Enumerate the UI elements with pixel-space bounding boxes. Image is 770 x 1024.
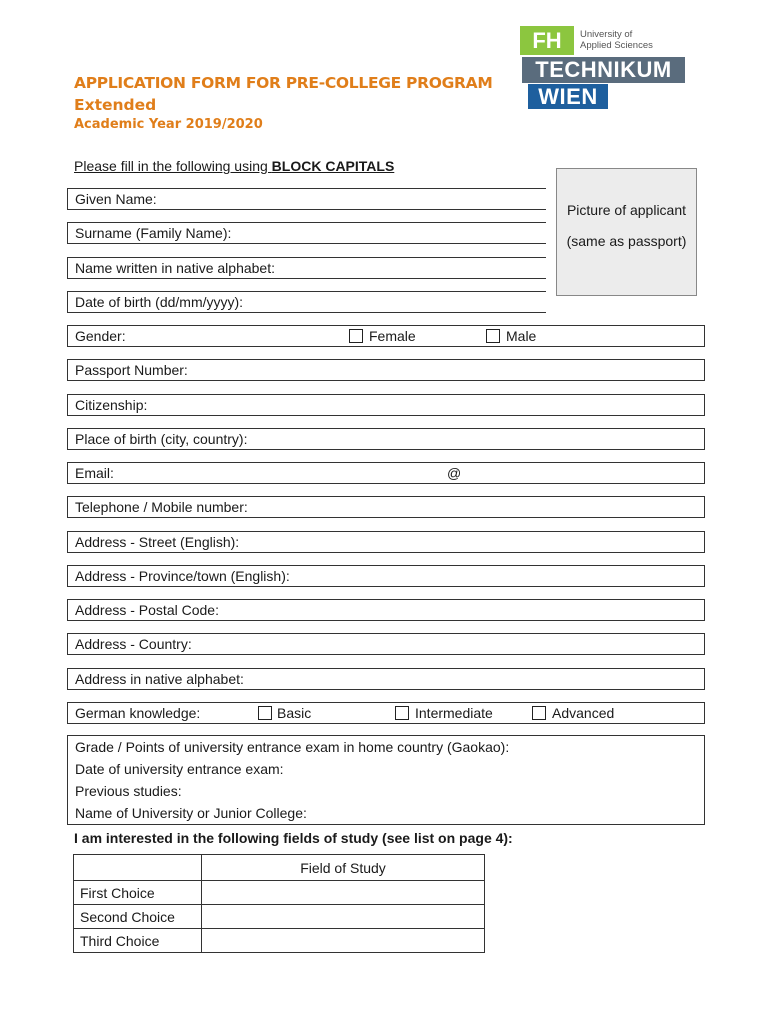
date-of-birth-label: Date of birth (dd/mm/yyyy): [75, 294, 244, 310]
second-choice-label: Second Choice [74, 905, 202, 929]
german-knowledge-field [67, 702, 705, 724]
email-label: Email: [75, 465, 114, 481]
address-postal-code-label: Address - Postal Code: [75, 602, 219, 618]
citizenship-label: Citizenship: [75, 397, 148, 413]
exam-date-label: Date of university entrance exam: [75, 761, 284, 777]
male-checkbox[interactable] [486, 329, 500, 343]
table-row [74, 881, 485, 905]
photo-note: (same as passport) [566, 233, 687, 249]
surname-label: Surname (Family Name): [75, 225, 232, 241]
passport-number-label: Passport Number: [75, 362, 188, 378]
address-country-field[interactable] [67, 633, 705, 655]
female-checkbox[interactable] [349, 329, 363, 343]
german-basic-label: Basic [277, 705, 312, 721]
previous-studies-label: Previous studies: [75, 783, 182, 799]
fh-technikum-wien-logo [520, 26, 690, 110]
given-name-label: Given Name: [75, 191, 157, 207]
logo-wien: WIEN [528, 84, 608, 109]
applicant-photo-box[interactable] [556, 168, 697, 296]
telephone-label: Telephone / Mobile number: [75, 499, 248, 515]
fields-of-interest-heading: I am interested in the following fields of study (see list on page 4): [74, 830, 513, 846]
logo-technikum: TECHNIKUM [522, 57, 685, 83]
place-of-birth-label: Place of birth (city, country): [75, 431, 248, 447]
academic-year: Academic Year 2019/2020 [74, 117, 263, 132]
female-label: Female [369, 328, 416, 344]
third-choice-input[interactable] [202, 929, 485, 953]
education-box[interactable] [67, 735, 705, 825]
german-advanced-checkbox[interactable] [532, 706, 546, 720]
logo-fh: FH [520, 26, 574, 55]
table-row [74, 929, 485, 953]
university-name-label: Name of University or Junior College: [75, 805, 307, 821]
form-title: APPLICATION FORM FOR PRE-COLLEGE PROGRAM [74, 74, 493, 92]
field-of-study-table [73, 854, 485, 953]
german-knowledge-label: German knowledge: [75, 705, 201, 721]
given-name-field[interactable] [67, 188, 546, 210]
table-header-row [74, 855, 485, 881]
table-header-empty-cell [74, 855, 202, 881]
telephone-field[interactable] [67, 496, 705, 518]
gaokao-label: Grade / Points of university entrance exam in home country (Gaokao): [75, 739, 510, 755]
gender-label: Gender: [75, 328, 126, 344]
german-advanced-label: Advanced [552, 705, 615, 721]
first-choice-input[interactable] [202, 881, 485, 905]
citizenship-field[interactable] [67, 394, 705, 416]
german-intermediate-label: Intermediate [415, 705, 493, 721]
place-of-birth-field[interactable] [67, 428, 705, 450]
address-street-label: Address - Street (English): [75, 534, 240, 550]
address-street-field[interactable] [67, 531, 705, 553]
first-choice-label: First Choice [74, 881, 202, 905]
date-of-birth-field[interactable] [67, 291, 546, 313]
address-country-label: Address - Country: [75, 636, 192, 652]
logo-university-text: University of Applied Sciences [580, 29, 653, 51]
email-at-sign: @ [447, 465, 462, 481]
address-postal-code-field[interactable] [67, 599, 705, 621]
table-row [74, 905, 485, 929]
native-address-label: Address in native alphabet: [75, 671, 244, 687]
native-name-label: Name written in native alphabet: [75, 260, 275, 276]
form-subtitle: Extended [74, 96, 157, 114]
address-province-label: Address - Province/town (English): [75, 568, 290, 584]
native-address-field[interactable] [67, 668, 705, 690]
address-province-field[interactable] [67, 565, 705, 587]
instruction-text: Please fill in the following using BLOCK CAPITALS [74, 158, 395, 174]
german-basic-checkbox[interactable] [258, 706, 272, 720]
email-field[interactable] [67, 462, 705, 484]
male-label: Male [506, 328, 537, 344]
german-intermediate-checkbox[interactable] [395, 706, 409, 720]
passport-number-field[interactable] [67, 359, 705, 381]
photo-label: Picture of applicant [566, 202, 687, 218]
native-name-field[interactable] [67, 257, 546, 279]
third-choice-label: Third Choice [74, 929, 202, 953]
field-of-study-header: Field of Study [202, 855, 485, 881]
gender-field [67, 325, 705, 347]
surname-field[interactable] [67, 222, 546, 244]
second-choice-input[interactable] [202, 905, 485, 929]
